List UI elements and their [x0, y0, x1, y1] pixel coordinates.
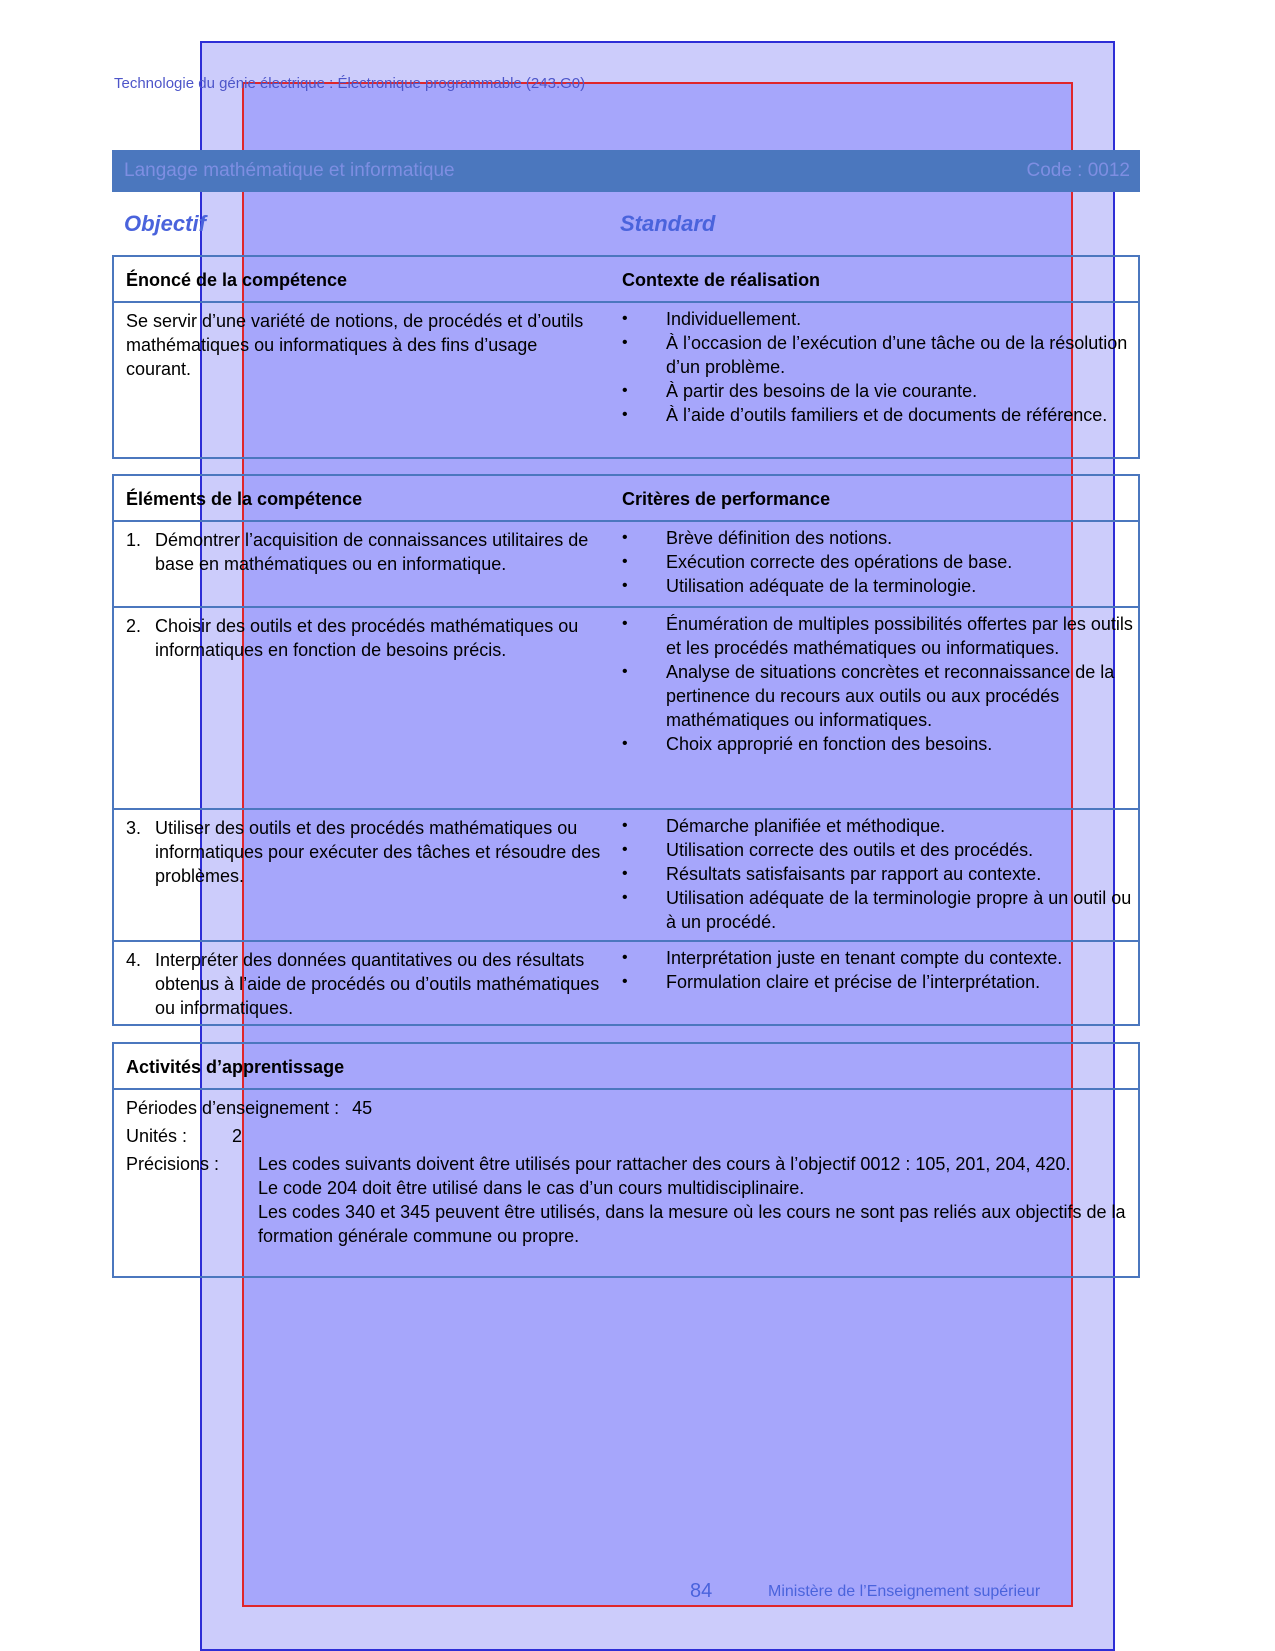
- element-number: 3.: [126, 818, 142, 838]
- criterion-item: • Utilisation adéquate de la terminologie propre à un outil ou à un procédé.: [622, 886, 1138, 934]
- competence-heading: Énoncé de la compétence: [126, 270, 348, 290]
- criterion-item: • Énumération de multiples possibilités offertes par les outils et les procédés mathématiques ou informatiques.: [622, 612, 1138, 660]
- context-item: • À l’aide d’outils familiers et de documents de référence.: [622, 403, 1138, 427]
- element-row: [114, 522, 1138, 608]
- elements-section: [112, 474, 1140, 1026]
- activities-body: [114, 1090, 1138, 1276]
- context-heading: Contexte de réalisation: [622, 270, 821, 290]
- criteria-list: [622, 814, 1138, 934]
- criterion-item: • Analyse de situations concrètes et reconnaissance de la pertinence du recours aux outils ou aux procédés mathématiques ou informatiques.: [622, 660, 1138, 732]
- criteria-list: [622, 612, 1138, 756]
- title-bar: [112, 150, 1140, 192]
- element-text: Utiliser des outils et des procédés mathématiques ou informatiques pour exécuter des tâches et résoudre des problèmes.: [155, 818, 601, 886]
- element-row: [114, 608, 1138, 810]
- precisions-list: [258, 1152, 1138, 1248]
- criterion-item: • Formulation claire et précise de l’interprétation.: [622, 970, 1138, 994]
- element-text: Interpréter des données quantitatives ou des résultats obtenus à l’aide de procédés ou d’outils mathématiques ou informatiques.: [155, 950, 600, 1018]
- element-row: [114, 942, 1138, 1026]
- criteria-list: [622, 526, 1138, 598]
- criteria-list: [622, 946, 1138, 994]
- precision-item: Le code 204 doit être utilisé dans le cas d’un cours multidisciplinaire.: [258, 1178, 805, 1198]
- document-header: Technologie du génie électrique : Électronique programmable (243.G0): [114, 75, 586, 92]
- competence-section: [112, 255, 1140, 459]
- precision-item: Les codes suivants doivent être utilisés pour rattacher des cours à l’objectif 0012 : 105, 201, 204, 420.: [258, 1154, 1071, 1174]
- criterion-item: • Brève définition des notions.: [622, 526, 1138, 550]
- precisions-label: Précisions :: [126, 1154, 220, 1174]
- periods-label: Périodes d’enseignement :: [126, 1098, 340, 1118]
- criterion-item: • Exécution correcte des opérations de base.: [622, 550, 1138, 574]
- criterion-item: • Résultats satisfaisants par rapport au contexte.: [622, 862, 1138, 886]
- activities-header: [114, 1044, 1138, 1090]
- precision-item: Les codes 340 et 345 peuvent être utilisés, dans la mesure où les cours ne sont pas reliés aux objectifs de la formation générale commune ou propre.: [258, 1202, 1126, 1246]
- periods-value: 45: [352, 1098, 373, 1118]
- units-value: 2: [232, 1126, 243, 1146]
- ministry-footer: Ministère de l’Enseignement supérieur: [768, 1583, 1041, 1600]
- objective-label: Objectif: [124, 211, 206, 236]
- competence-row: [114, 303, 1138, 457]
- element-number: 1.: [126, 530, 142, 550]
- element-text: Démontrer l’acquisition de connaissances utilitaires de base en mathématiques ou en informatique.: [155, 530, 589, 574]
- periods-line: [126, 1096, 372, 1120]
- criterion-item: • Interprétation juste en tenant compte du contexte.: [622, 946, 1138, 970]
- element-number: 4.: [126, 950, 142, 970]
- activities-heading: Activités d’apprentissage: [126, 1057, 345, 1077]
- activities-section: [112, 1042, 1140, 1278]
- competence-header: [114, 257, 1138, 303]
- page-number: 84: [690, 1580, 713, 1602]
- objective-title: Langage mathématique et informatique: [124, 160, 455, 181]
- context-list: [622, 307, 1138, 427]
- context-item: • À l’occasion de l’exécution d’une tâche ou de la résolution d’un problème.: [622, 331, 1138, 379]
- element-text: Choisir des outils et des procédés mathématiques ou informatiques en fonction de besoins précis.: [155, 616, 579, 660]
- element-number: 2.: [126, 616, 142, 636]
- criterion-item: • Utilisation correcte des outils et des procédés.: [622, 838, 1138, 862]
- units-label: Unités :: [126, 1126, 188, 1146]
- standard-label: Standard: [620, 211, 716, 236]
- context-item: • À partir des besoins de la vie courante.: [622, 379, 1138, 403]
- element-row: [114, 810, 1138, 942]
- elements-heading: Éléments de la compétence: [126, 489, 363, 509]
- units-line: [126, 1124, 242, 1148]
- criterion-item: • Choix approprié en fonction des besoins.: [622, 732, 1138, 756]
- criteria-heading: Critères de performance: [622, 489, 831, 509]
- criterion-item: • Démarche planifiée et méthodique.: [622, 814, 1138, 838]
- elements-header: [114, 476, 1138, 522]
- competence-statement: Se servir d’une variété de notions, de procédés et d’outils mathématiques ou informatiques à des fins d’usage courant.: [126, 311, 584, 379]
- objective-code: Code : 0012: [1026, 160, 1130, 181]
- context-item: • Individuellement.: [622, 307, 1138, 331]
- criterion-item: • Utilisation adéquate de la terminologie.: [622, 574, 1138, 598]
